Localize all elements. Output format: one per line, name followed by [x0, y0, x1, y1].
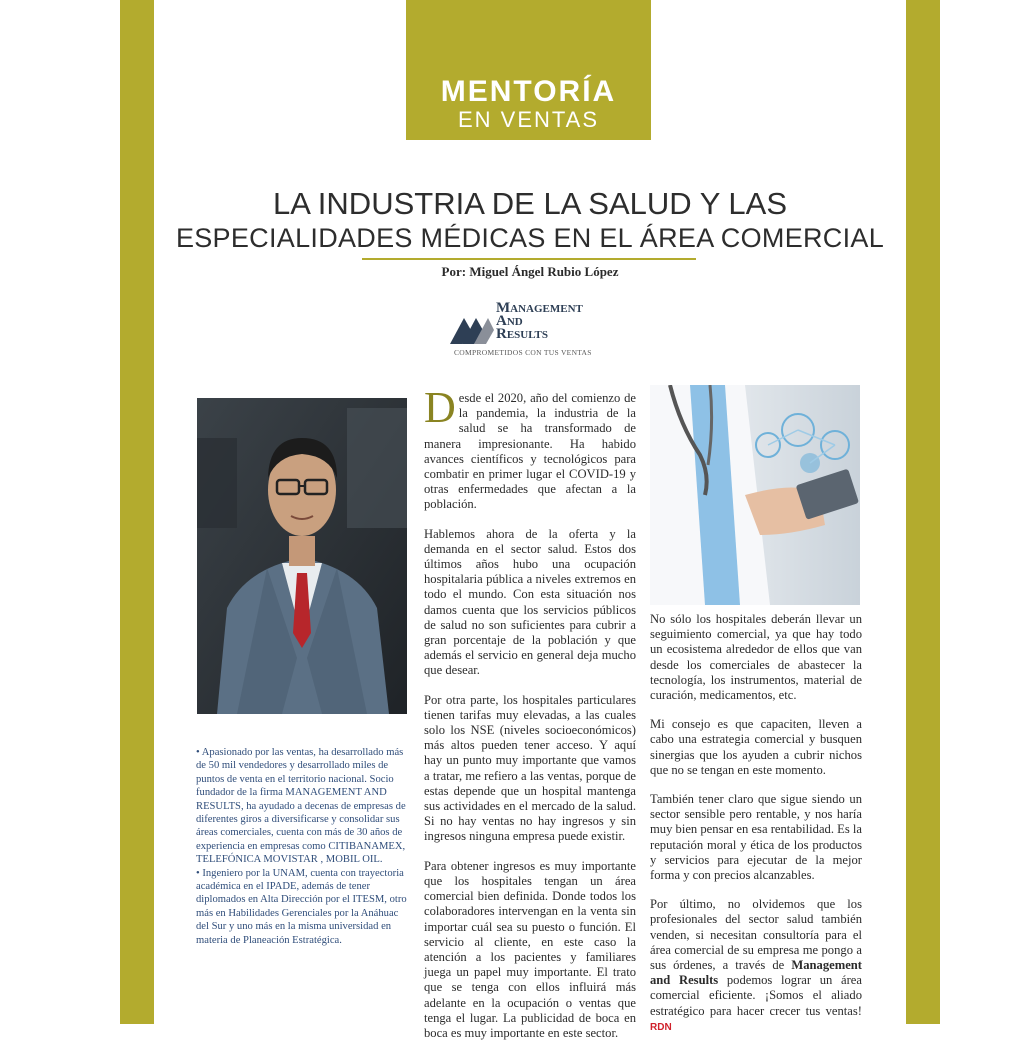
logo-tagline: COMPROMETIDOS CON TUS VENTAS [454, 348, 592, 357]
byline: Por: Miguel Ángel Rubio López [441, 264, 619, 279]
right-margin-band [906, 0, 940, 1024]
article-title-line1: LA INDUSTRIA DE LA SALUD Y LAS [272, 186, 788, 221]
paragraph: También tener claro que sigue siendo un sector sensible pero rentable, y nos haría muy bien pensar en esa rentabilidad. Es la reputación moral y ética de los productos y servicios para ejecutar de la mejor forma y con precios alcanzables. [650, 792, 862, 883]
paragraph: Por último, no olvidemos que los profesionales del sector salud también venden, si necesitan consultoría para el área comercial de su empresa me pongo a sus órdenes, a través de Management and Results podemos lograr un área comercial eficiente. ¡Somos el aliado estratégico para hacer crecer tus ventas! RDN [650, 897, 862, 1033]
bio-bullet-1: • Apasionado por las ventas, ha desarrollado más de 50 mil vendedores y desarrollado miles de puntos de venta en el territorio nacional. Socio fundador de la firma MANAGEMENT AND RESULTS, ha ayudado a decenas de empresas de diferentes giros a diversificarse y consolidar sus áreas comerciales, cuenta con más de 30 años de experiencia en empresas como CITIBANAMEX, TELEFÓNICA MOVISTAR , MOBIL OIL. [196, 747, 406, 866]
article-title-line2: ESPECIALIDADES MÉDICAS EN EL ÁREA COMERCIAL [175, 223, 885, 253]
paragraph: Hablemos ahora de la oferta y la demanda en el sector salud. Estos dos últimos años hubo una ocupación hospitalaria pública a niveles extremos en todo el mundo. Con esta situación nos damos cuenta que los servicios públicos de salud no son suficientes para cubrir a gran porcentaje de la población y que además el servicio en general deja mucho que desear. [424, 526, 636, 678]
company-name: Management and Results [650, 958, 862, 988]
drop-cap: D [424, 383, 456, 432]
paragraph: Desde el 2020, año del comienzo de la pandemia, la industria de la salud se ha transformado de manera impresionante. Ha habido avances científicos y tecnológicos para combatir en primer lugar el COVID-19 y otras enfermedades que afectan a la población. [424, 383, 636, 512]
article-column-2 [424, 383, 636, 1055]
logo-mark-icon [450, 304, 494, 348]
paragraph: No sólo los hospitales deberán llevar un seguimiento comercial, ya que hay todo un ecosistema alrededor de ellos que van desde los comerciales de abastecer la tecnología, los instrumentos, material de curación, medicamentos, etc. [650, 612, 862, 703]
left-margin-band [120, 0, 154, 1024]
author-portrait [197, 398, 407, 714]
logo-wordmark: Management And Results [496, 300, 583, 342]
end-mark: RDN [650, 1021, 672, 1033]
section-banner [406, 0, 651, 140]
bio-bullet-2: • Ingeniero por la UNAM, cuenta con trayectoria académica en el IPADE, además de tener diplomados en Alta Dirección por el ITESM, otro más en Habilidades Gerenciales por la Anáhuac del Sur y uno más en la misma universidad en materia de Planeación Estratégica. [196, 867, 407, 946]
doctor-tablet-photo [650, 385, 860, 605]
paragraph: Para obtener ingresos es muy importante que los hospitales tengan un área comercial bien definida. Donde todos los colaboradores intervengan en la venta sin importar cuál sea su puesto o función. El servicio al cliente, en este caso la atención a los pacientes y familiares juega un papel muy importante. El trato que se tenga con ellos influirá más adelante en la ocupación o ventas que tenga el lugar. La publicidad de boca en boca es muy importante en este sector. [424, 858, 636, 1040]
article-column-3 [650, 612, 862, 1049]
title-divider [362, 258, 696, 260]
company-logo [450, 300, 620, 362]
section-subtitle: EN VENTAS [457, 107, 600, 132]
paragraph: Por otra parte, los hospitales particulares tienen tarifas muy elevadas, a las cuales solo los NSE (niveles socioeconómicos) más altos pueden tener acceso. Y aquí hay un punto muy importante que vamos a tratar, me refiero a las ventas, porque de estas depende que un hospital mantenga sus actividades en el mercado de la salud. Si no hay ventas no hay ingresos y sin ingresos ninguna empresa puede existir. [424, 692, 636, 844]
paragraph: Mi consejo es que capaciten, lleven a cabo una estrategia comercial y busquen sinergias que los ayuden a cubrir nichos que no se tengan en este momento. [650, 717, 862, 777]
author-bio-caption [196, 746, 408, 947]
section-title: MENTORÍA [440, 75, 617, 108]
